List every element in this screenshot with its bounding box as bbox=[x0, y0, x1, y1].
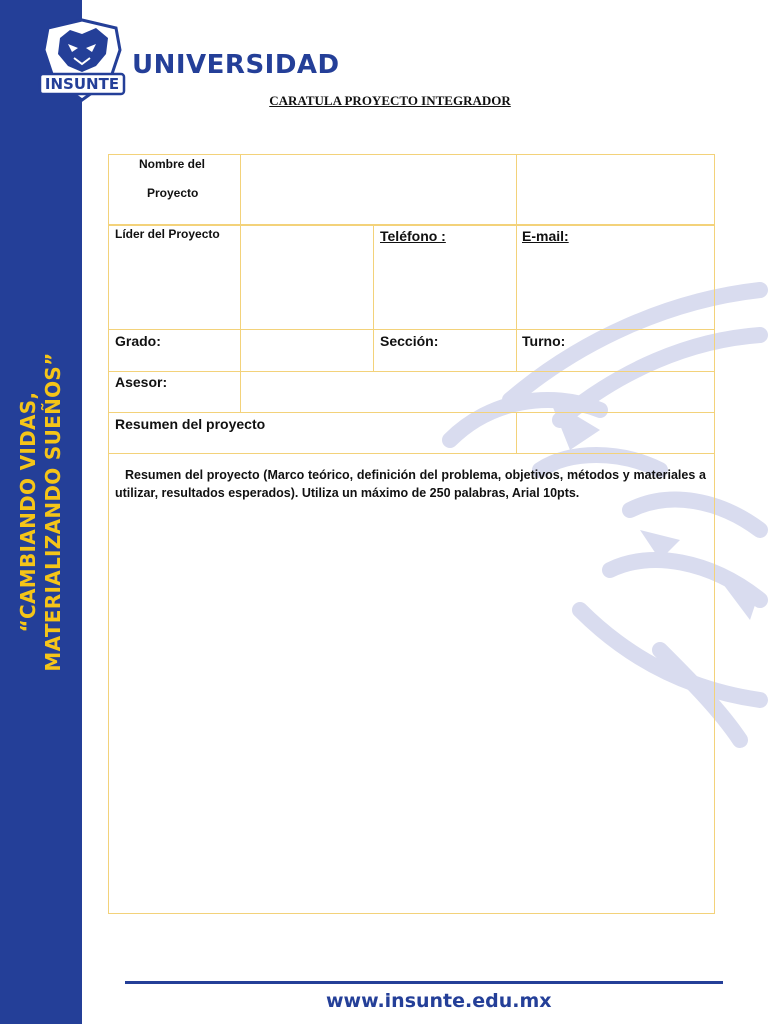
document-title: CARATULA PROYECTO INTEGRADOR bbox=[269, 93, 511, 108]
footer-divider bbox=[125, 981, 723, 984]
row-divider bbox=[109, 224, 714, 226]
project-form bbox=[108, 154, 715, 914]
column-divider bbox=[516, 155, 517, 371]
column-divider bbox=[240, 155, 241, 412]
summary-label: Resumen del proyecto bbox=[115, 416, 266, 432]
shift-label: Turno: bbox=[522, 333, 566, 349]
summary-text: Resumen del proyecto (Marco teórico, definición del problema, objetivos, métodos y materiales a utilizar, resultados esperados). Utiliza un máximo de 250 palabras, Arial 10pts. bbox=[115, 468, 706, 500]
slogan-line-1: “CAMBIANDO VIDAS, bbox=[16, 391, 40, 633]
advisor-label: Asesor: bbox=[115, 374, 168, 390]
sidebar-band bbox=[0, 0, 82, 1024]
leader-label: Líder del Proyecto bbox=[115, 227, 220, 241]
insunte-logo bbox=[36, 16, 128, 104]
row-divider bbox=[109, 453, 714, 454]
column-divider bbox=[373, 225, 374, 371]
slogan-line-2: MATERIALIZANDO SUEÑOS” bbox=[41, 352, 65, 672]
grade-label: Grado: bbox=[115, 333, 161, 349]
section-label: Sección: bbox=[380, 333, 439, 349]
logo-text: INSUNTE bbox=[44, 75, 120, 93]
website-link[interactable]: www.insunte.edu.mx bbox=[326, 990, 552, 1012]
project-name-label-2: Proyecto bbox=[147, 186, 199, 200]
project-name-label-1: Nombre del bbox=[139, 157, 206, 171]
row-divider bbox=[109, 412, 714, 413]
column-divider bbox=[516, 413, 517, 453]
phone-label: Teléfono : bbox=[380, 228, 446, 244]
row-divider bbox=[109, 329, 714, 330]
university-title: UNIVERSIDAD bbox=[132, 50, 340, 80]
slogan bbox=[16, 352, 66, 671]
row-divider bbox=[109, 371, 714, 372]
email-label: E-mail: bbox=[522, 228, 569, 244]
